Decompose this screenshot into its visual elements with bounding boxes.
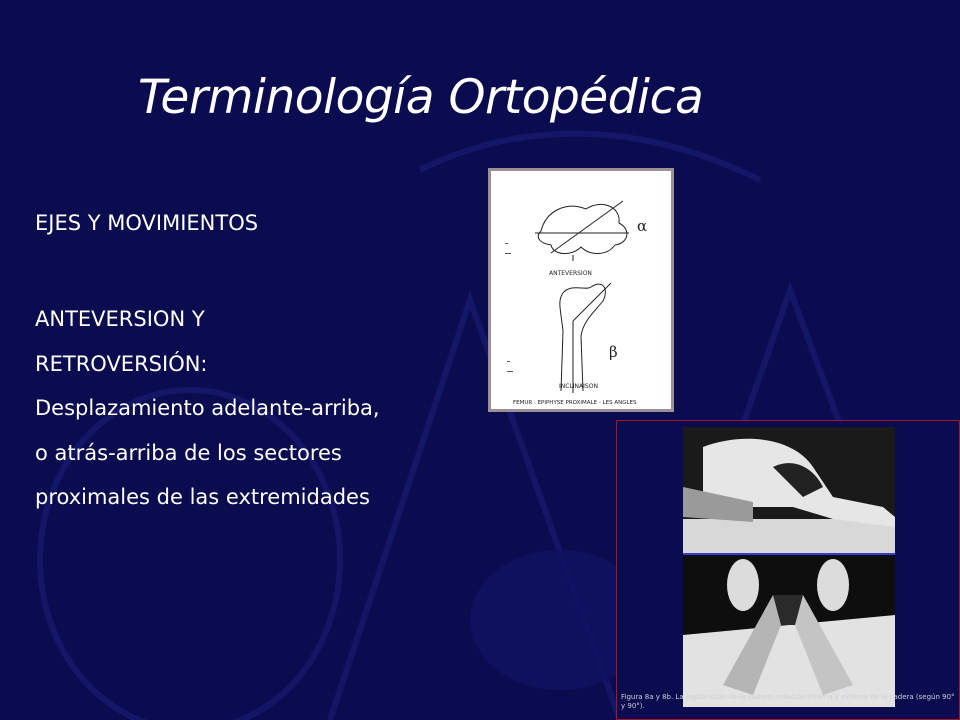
- femur-drawing: [491, 171, 671, 409]
- body-line: Desplazamiento adelante-arriba,: [35, 396, 380, 420]
- body-line: proximales de las extremidades: [35, 485, 370, 509]
- diagram-footer: FEMUR : EPIPHYSE PROXIMALE - LES ANGLES: [513, 400, 637, 406]
- alpha-symbol: α: [637, 217, 648, 235]
- photo-hip-rotation-bottom: [683, 555, 895, 707]
- photo-caption: Figura 8a y 8b. La exploración de la cadera: rotación interna y externa de la cadera (según 90° y 90°).: [621, 693, 955, 710]
- beta-symbol: β: [609, 343, 618, 361]
- side-marks: [505, 243, 513, 372]
- clinical-photos-panel: [616, 420, 960, 720]
- body-text: [35, 297, 515, 520]
- section-heading: EJES Y MOVIMIENTOS: [35, 211, 259, 235]
- page-title: Terminología Ortopédica: [138, 70, 704, 125]
- body-line: RETROVERSIÓN:: [35, 351, 208, 376]
- body-line: ANTEVERSION Y: [35, 307, 205, 331]
- body-line: o atrás-arriba de los sectores: [35, 440, 342, 465]
- femur-angle-diagram: [488, 168, 674, 412]
- inclinaison-label: INCLINAISON: [559, 383, 598, 390]
- anteversion-label: ANTEVERSION: [549, 270, 592, 277]
- photo-hip-rotation-top: [683, 427, 895, 555]
